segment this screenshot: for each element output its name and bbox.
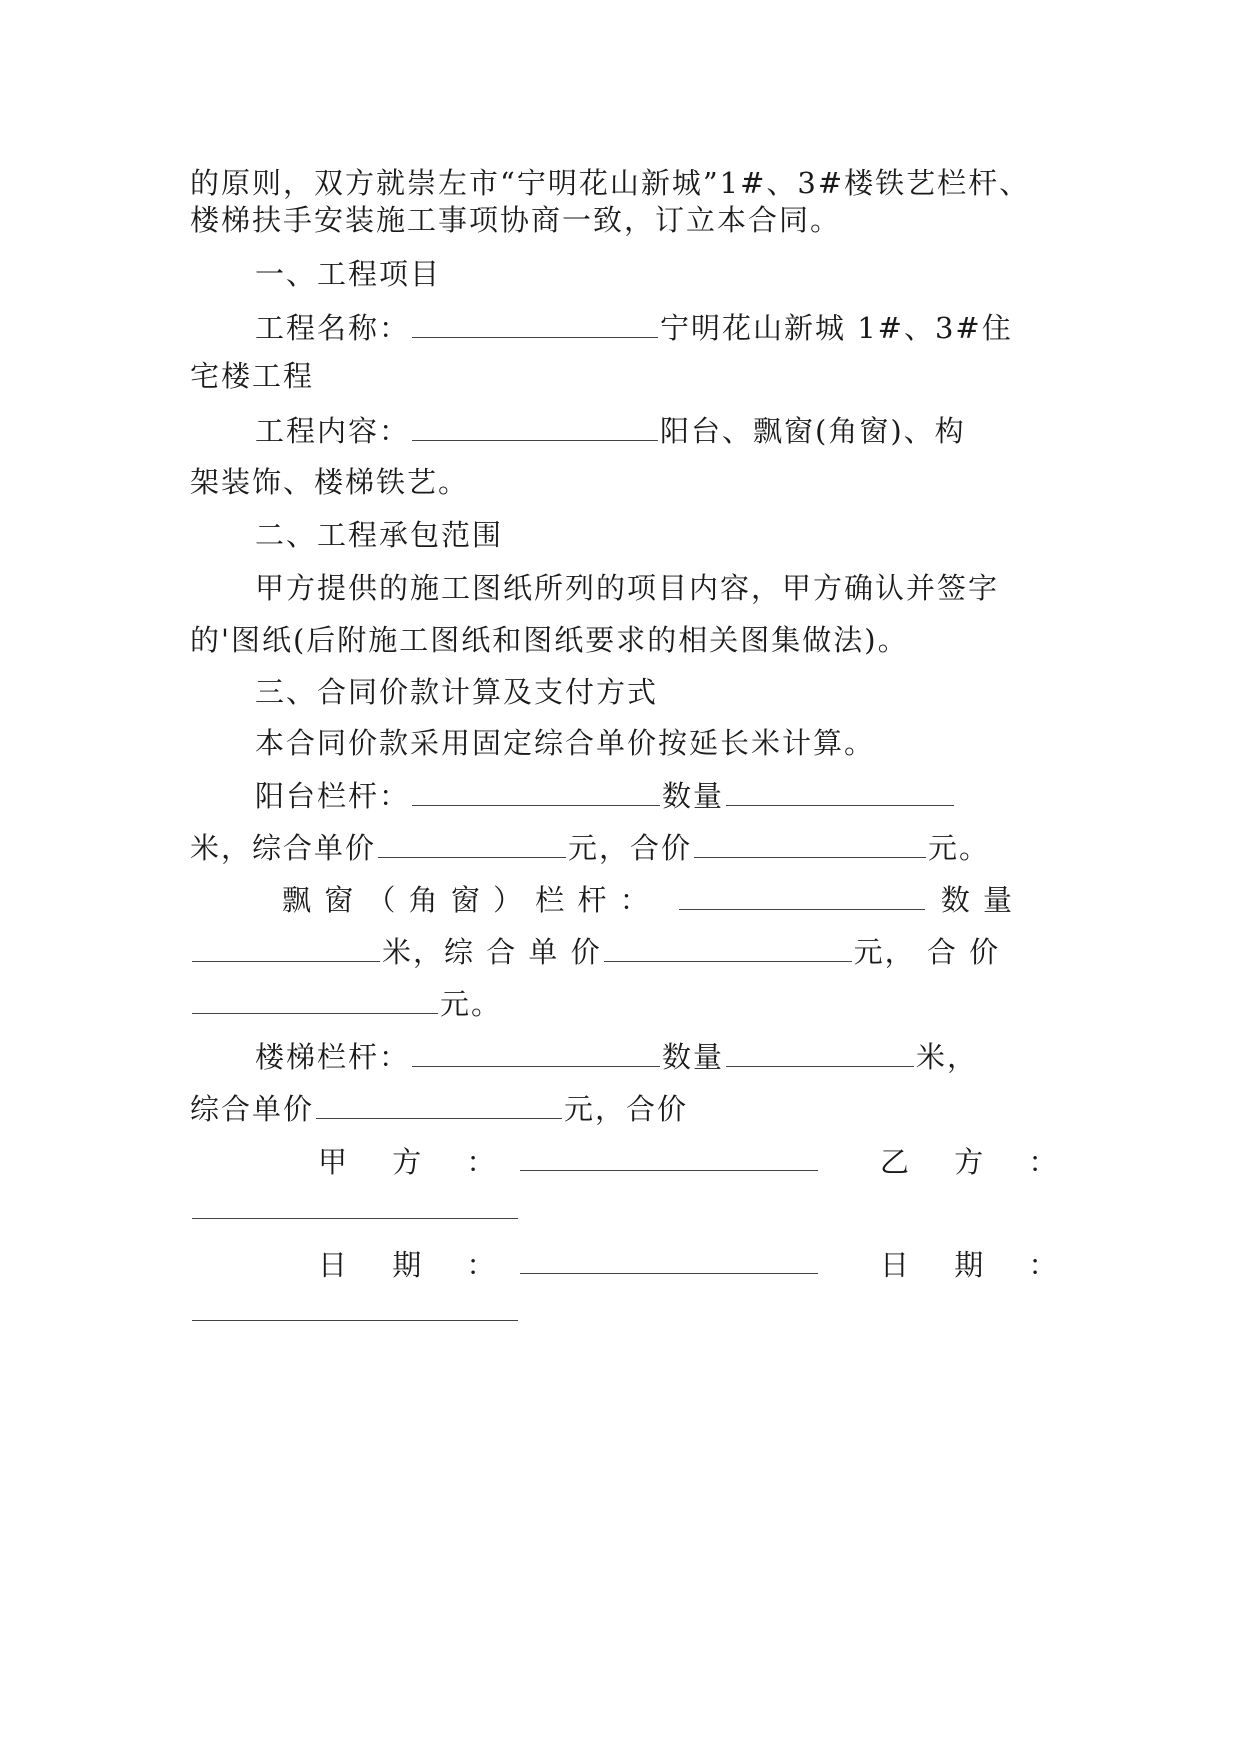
stairs-qty-label: 数量 <box>662 1040 725 1074</box>
balcony-unit-price-blank[interactable] <box>378 829 566 858</box>
scope-line-2: 的'图纸(后附施工图纸和图纸要求的相关图集做法)。 <box>190 623 909 657</box>
scope-line-1: 甲方提供的施工图纸所列的项目内容，甲方确认并签字 <box>255 571 1000 605</box>
stairs-line-2: 综合单价 元，合价 <box>190 1092 689 1126</box>
bay-window-label: 飘 窗 （ 角 窗 ） 栏 杆 ： <box>282 883 651 917</box>
intro-line-1: 的原则，双方就崇左市“宁明花山新城”1#、3#楼铁艺栏杆、 <box>190 166 1031 200</box>
project-name-line <box>255 308 1050 348</box>
balcony-spec-blank[interactable] <box>412 777 660 806</box>
party-a-blank[interactable] <box>520 1142 818 1171</box>
pricing-method: 本合同价款采用固定综合单价按延长米计算。 <box>255 726 876 760</box>
project-content-blank[interactable] <box>412 412 658 441</box>
bay-window-qty-blank[interactable] <box>192 933 380 962</box>
project-content-cont: 架装饰、楼梯铁艺。 <box>190 465 470 499</box>
bay-window-total-blank[interactable] <box>192 985 438 1014</box>
project-name-value: 宁明花山新城 1#、3#住 <box>660 311 1013 345</box>
balcony-total-blank[interactable] <box>694 829 926 858</box>
bay-window-spec-blank[interactable] <box>679 881 925 910</box>
date-a-blank[interactable] <box>520 1245 818 1274</box>
project-name-blank[interactable] <box>412 309 658 338</box>
stairs-line-1: 楼梯栏杆： 数量 米， <box>255 1040 979 1074</box>
project-content-line <box>255 411 1050 451</box>
bay-window-line-2: 米，综 合 单 价 元， 合 价 <box>190 932 1050 972</box>
stairs-unit-price-blank[interactable] <box>316 1090 562 1119</box>
party-b-label: 乙 方 ： <box>880 1145 1076 1179</box>
section3-heading: 三、合同价款计算及支付方式 <box>255 675 659 709</box>
bay-window-line-1 <box>282 880 1050 920</box>
party-a-label: 甲 方 ： <box>318 1145 514 1179</box>
balcony-line-1 <box>255 776 1050 816</box>
project-name-label: 工程名称： <box>255 311 411 345</box>
bay-window-qty-label: 数 量 <box>940 883 1014 917</box>
intro-line-2: 楼梯扶手安装施工事项协商一致，订立本合同。 <box>190 203 842 237</box>
project-content-value: 阳台、飘窗(角窗)、构 <box>660 414 966 448</box>
bay-window-unit-price-blank[interactable] <box>604 933 852 962</box>
balcony-qty-label: 数量 <box>662 779 725 813</box>
party-b-blank[interactable] <box>192 1190 518 1219</box>
project-name-cont: 宅楼工程 <box>190 359 315 393</box>
section1-heading: 一、工程项目 <box>255 257 442 291</box>
balcony-qty-blank[interactable] <box>726 777 954 806</box>
balcony-line-2: 米，综合单价 元，合价 元。 <box>190 831 991 865</box>
project-content-label: 工程内容： <box>255 414 411 448</box>
stairs-label: 楼梯栏杆： <box>255 1040 411 1074</box>
date-b-label: 日 期 ： <box>880 1248 1076 1282</box>
date-b-blank[interactable] <box>192 1292 518 1321</box>
bay-window-line-3: 元。 <box>190 984 1050 1024</box>
section2-heading: 二、工程承包范围 <box>255 518 504 552</box>
stairs-spec-blank[interactable] <box>412 1038 660 1067</box>
date-a-label: 日 期 ： <box>318 1248 514 1282</box>
stairs-qty-blank[interactable] <box>726 1038 914 1067</box>
balcony-label: 阳台栏杆： <box>255 779 411 813</box>
